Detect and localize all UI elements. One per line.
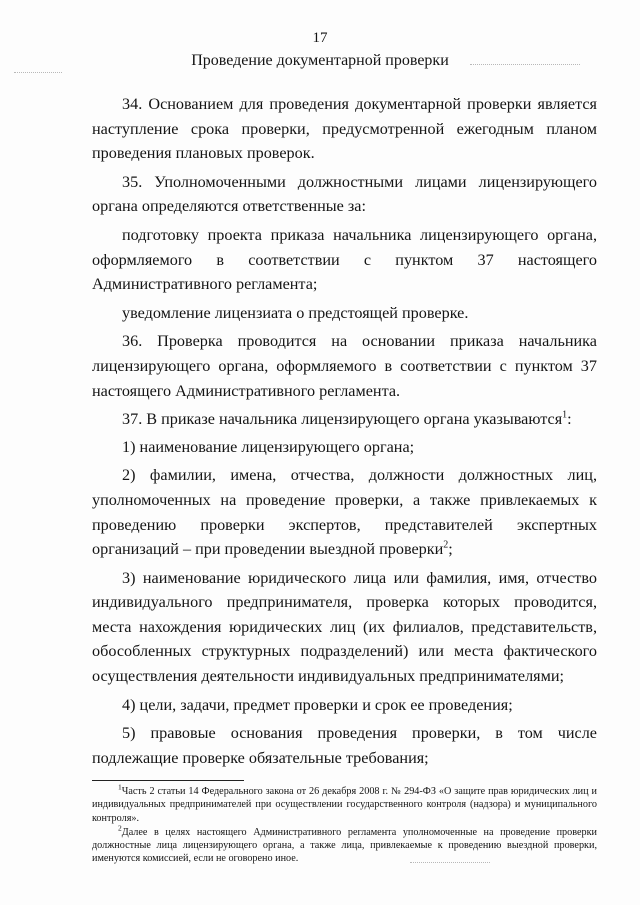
footnote-2-text: Далее в целях настоящего Административного регламента уполномоченные на проведение проверки должностные лица лицензирующего органа, а также лица, привлекаемые к проведению выездной проверки, именуются комиссией, если не оговорено иное. bbox=[92, 826, 597, 865]
list-item-2 bbox=[92, 463, 597, 561]
list-item-4: 4) цели, задачи, предмет проверки и срок ее проведения; bbox=[122, 695, 513, 714]
paragraph-35-item-order: подготовку проекта приказа начальника лицензирующего органа, оформляемого в соответствии с пунктом 37 настоящего Административного регламента; bbox=[92, 225, 597, 294]
footnote-1-text: Часть 2 статьи 14 Федерального закона от 26 декабря 2008 г. № 294-ФЗ «О защите прав юридических лиц и индивидуальных предпринимателей при осуществлении государственного контроля (надзора) и муниципального контроля». bbox=[92, 786, 597, 824]
footnote-mark-2: 2 bbox=[118, 823, 122, 833]
section-heading: Проведение документарной проверки bbox=[191, 52, 449, 69]
scan-artifact bbox=[470, 64, 580, 66]
list-item-2-text: 2) фамилии, имена, отчества, должности должностных лиц, уполномоченных на проведение проверки, а также привлекаемых к проведению проверки экспертов, представителей экспертных организаций – при проведении выездной проверки bbox=[92, 466, 597, 559]
paragraph-35-item-notice: уведомление лицензиата о предстоящей проверке. bbox=[122, 303, 469, 322]
footnote-divider bbox=[92, 780, 244, 781]
footnote-ref-1: 1 bbox=[562, 409, 568, 421]
list-item-1: 1) наименование лицензирующего органа; bbox=[122, 437, 415, 456]
footnotes bbox=[92, 782, 597, 867]
footnote-1 bbox=[92, 782, 597, 825]
paragraph-35: 35. Уполномоченными должностными лицами лицензирующего органа определяются ответственные за: bbox=[92, 172, 597, 216]
paragraph-37-tail: : bbox=[567, 410, 572, 429]
scan-artifact bbox=[14, 72, 62, 74]
paragraph-36: 36. Проверка проводится на основании приказа начальника лицензирующего органа, оформляемого в соответствии с пунктом 37 настоящего Административного регламента. bbox=[92, 332, 597, 400]
paragraph-34: 34. Основанием для проведения документарной проверки является наступление срока проверки, предусмотренной ежегодным планом проведения плановых проверок. bbox=[92, 95, 597, 163]
footnote-2 bbox=[92, 823, 597, 866]
body-text bbox=[92, 92, 597, 774]
paragraph-37 bbox=[92, 407, 597, 432]
list-item-2-tail: ; bbox=[448, 540, 453, 559]
list-item-3: 3) наименование юридического лица или фамилия, имя, отчество индивидуального предпринимателя, проверка которых проводится, места нахождения юридических лиц (их филиалов, представительств, обособленных структурных подразделений) или места фактического осуществления деятельности индивидуальных предпринимателями; bbox=[92, 568, 597, 686]
footnote-ref-2: 2 bbox=[443, 539, 449, 551]
page-number: 17 bbox=[312, 30, 328, 46]
paragraph-37-text: 37. В приказе начальника лицензирующего органа указываются bbox=[122, 410, 563, 429]
footnote-mark-1: 1 bbox=[118, 782, 122, 792]
list-item-5: 5) правовые основания проведения проверки, в том числе подлежащие проверке обязательные требования; bbox=[92, 724, 597, 767]
